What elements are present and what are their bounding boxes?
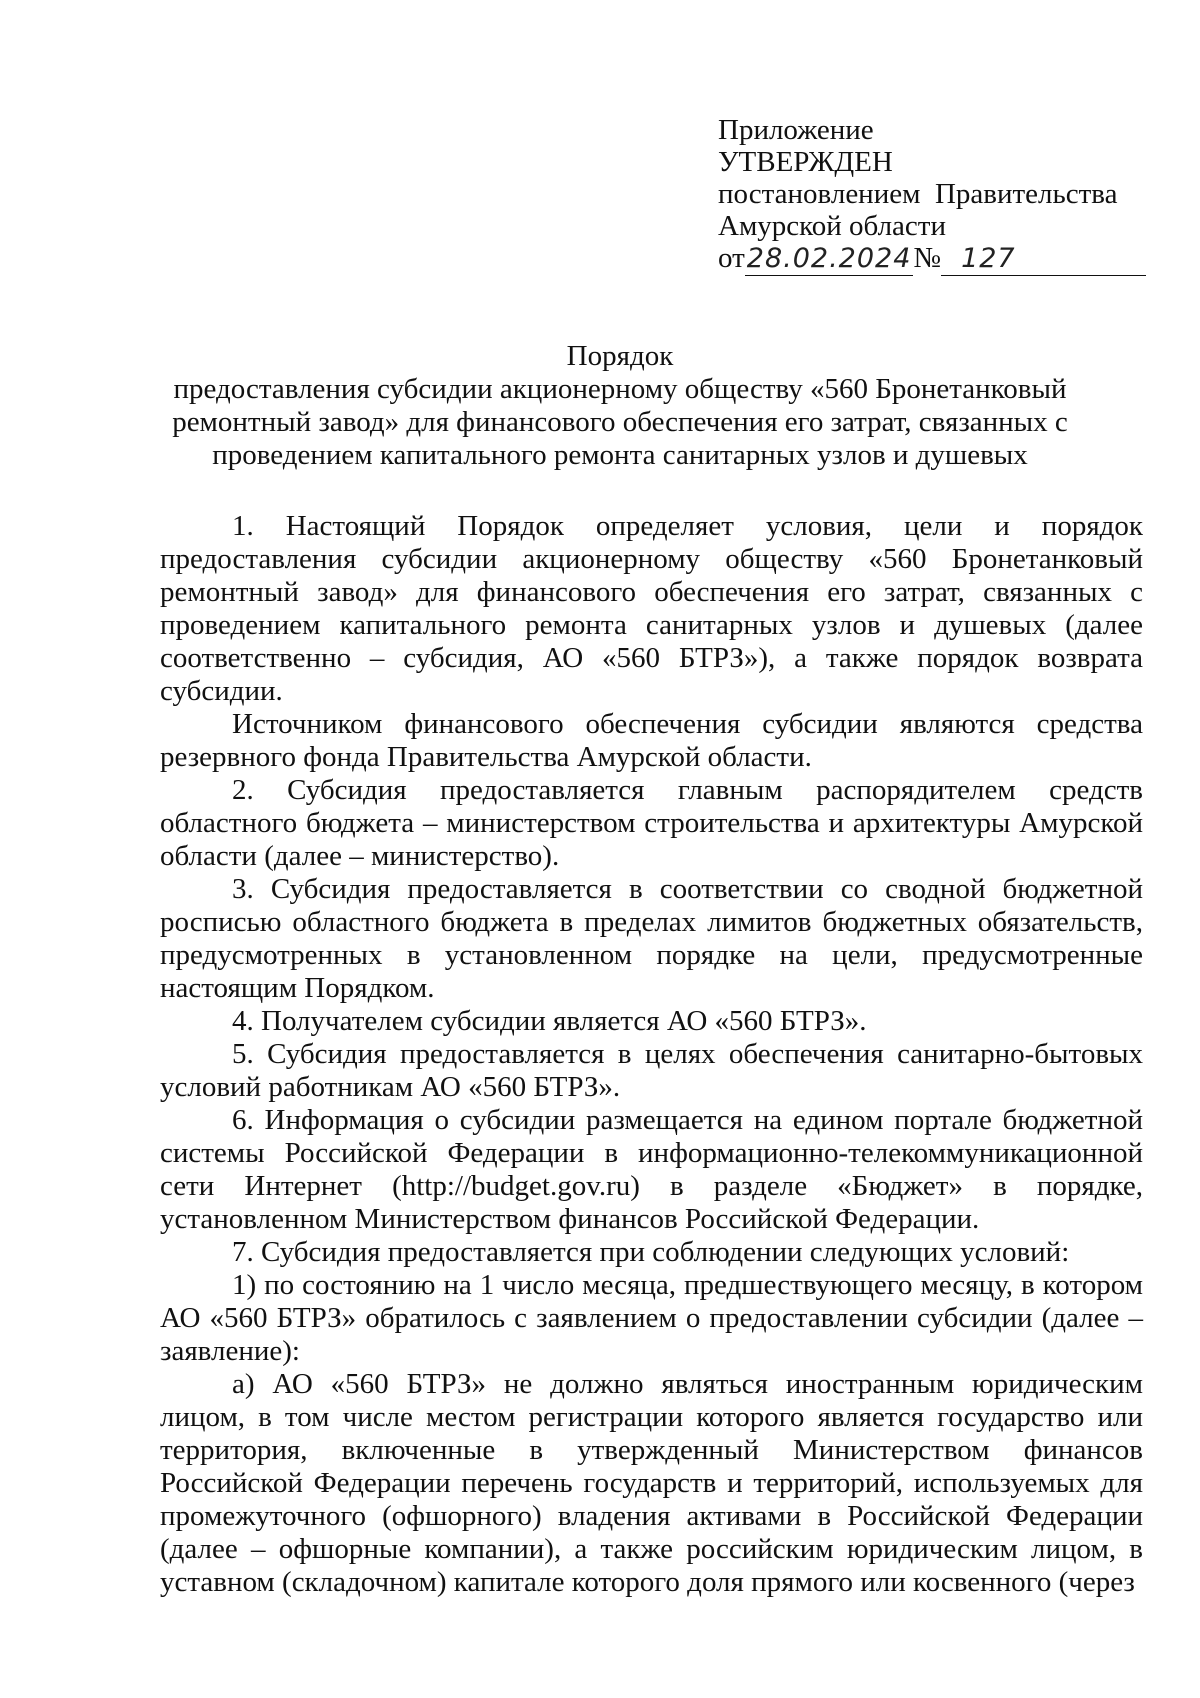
paragraph-5: 5. Субсидия предоставляется в целях обеспечения санитарно-бытовых условий работникам АО «560 БТРЗ». bbox=[160, 1038, 1143, 1103]
paragraph-2: 2. Субсидия предоставляется главным распорядителем средств областного бюджета – министерством строительства и архитектуры Амурской области (далее – министерство). bbox=[160, 774, 1151, 872]
paragraph-7-1-a: а) АО «560 БТРЗ» не должно являться иностранным юридическим лицом, в том числе местом регистрации которого является государство или территория, включенные в утвержденный Министерством финансов Российской Федерации перечень государств и территорий, используемых для промежуточного (офшорного) владения активами в Российской Федерации (далее – офшорные компании), а также российским юридическим лицом, в уставном (складочном) капитале которого доля прямого или косвенного (через bbox=[160, 1368, 1143, 1598]
document-title-block bbox=[150, 340, 1090, 472]
number-sign: № bbox=[913, 242, 942, 274]
paragraph-3: 3. Субсидия предоставляется в соответствии со сводной бюджетной росписью областного бюджета в пределах лимитов бюджетных обязательств, предусмотренных в установленном порядке на цели, предусмотренные настоящим Порядком. bbox=[160, 873, 1143, 1004]
approval-stamp-block bbox=[718, 114, 1146, 276]
handwritten-number: 127 bbox=[941, 243, 1146, 276]
paragraph-4: 4. Получателем субсидии является АО «560 БТРЗ». bbox=[232, 1005, 867, 1037]
paragraph-6: 6. Информация о субсидии размещается на едином портале бюджетной системы Российской Федерации в информационно-телекоммуникационной сети Интернет (http://budget.gov.ru) в разделе «Бюджет» в порядке, установленном Министерством финансов Российской Федерации. bbox=[160, 1104, 1143, 1235]
approval-line-appendix: Приложение bbox=[718, 114, 874, 146]
document-heading: Порядок bbox=[566, 340, 674, 372]
approval-line-approved: УТВЕРЖДЕН bbox=[718, 146, 893, 178]
approval-line-resolution: постановлением Правительства bbox=[718, 178, 1118, 210]
approval-date-number-line bbox=[718, 242, 1146, 276]
paragraph-7-1: 1) по состоянию на 1 число месяца, предшествующего месяцу, в котором АО «560 БТРЗ» обратилось с заявлением о предоставлении субсидии (далее – заявление): bbox=[160, 1269, 1143, 1367]
approval-line-region: Амурской области bbox=[718, 210, 946, 242]
handwritten-date: 28.02.2024 bbox=[746, 243, 912, 274]
document-body bbox=[160, 510, 1151, 1599]
paragraph-7: 7. Субсидия предоставляется при соблюдении следующих условий: bbox=[232, 1236, 1070, 1268]
paragraph-funding-source: Источником финансового обеспечения субсидии являются средства резервного фонда Правительства Амурской области. bbox=[160, 708, 1143, 773]
document-subtitle: предоставления субсидии акционерному обществу «560 Бронетанковый ремонтный завод» для финансового обеспечения его затрат, связанных с проведением капитального ремонта санитарных узлов и душевых bbox=[172, 373, 1068, 471]
approval-from-prefix: от bbox=[718, 242, 745, 274]
paragraph-1: 1. Настоящий Порядок определяет условия, цели и порядок предоставления субсидии акционерному обществу «560 Бронетанковый ремонтный завод» для финансового обеспечения его затрат, связанных с проведением капитального ремонта санитарных узлов и душевых (далее соответственно – субсидия, АО «560 БТРЗ»), а также порядок возврата субсидии. bbox=[160, 510, 1151, 707]
